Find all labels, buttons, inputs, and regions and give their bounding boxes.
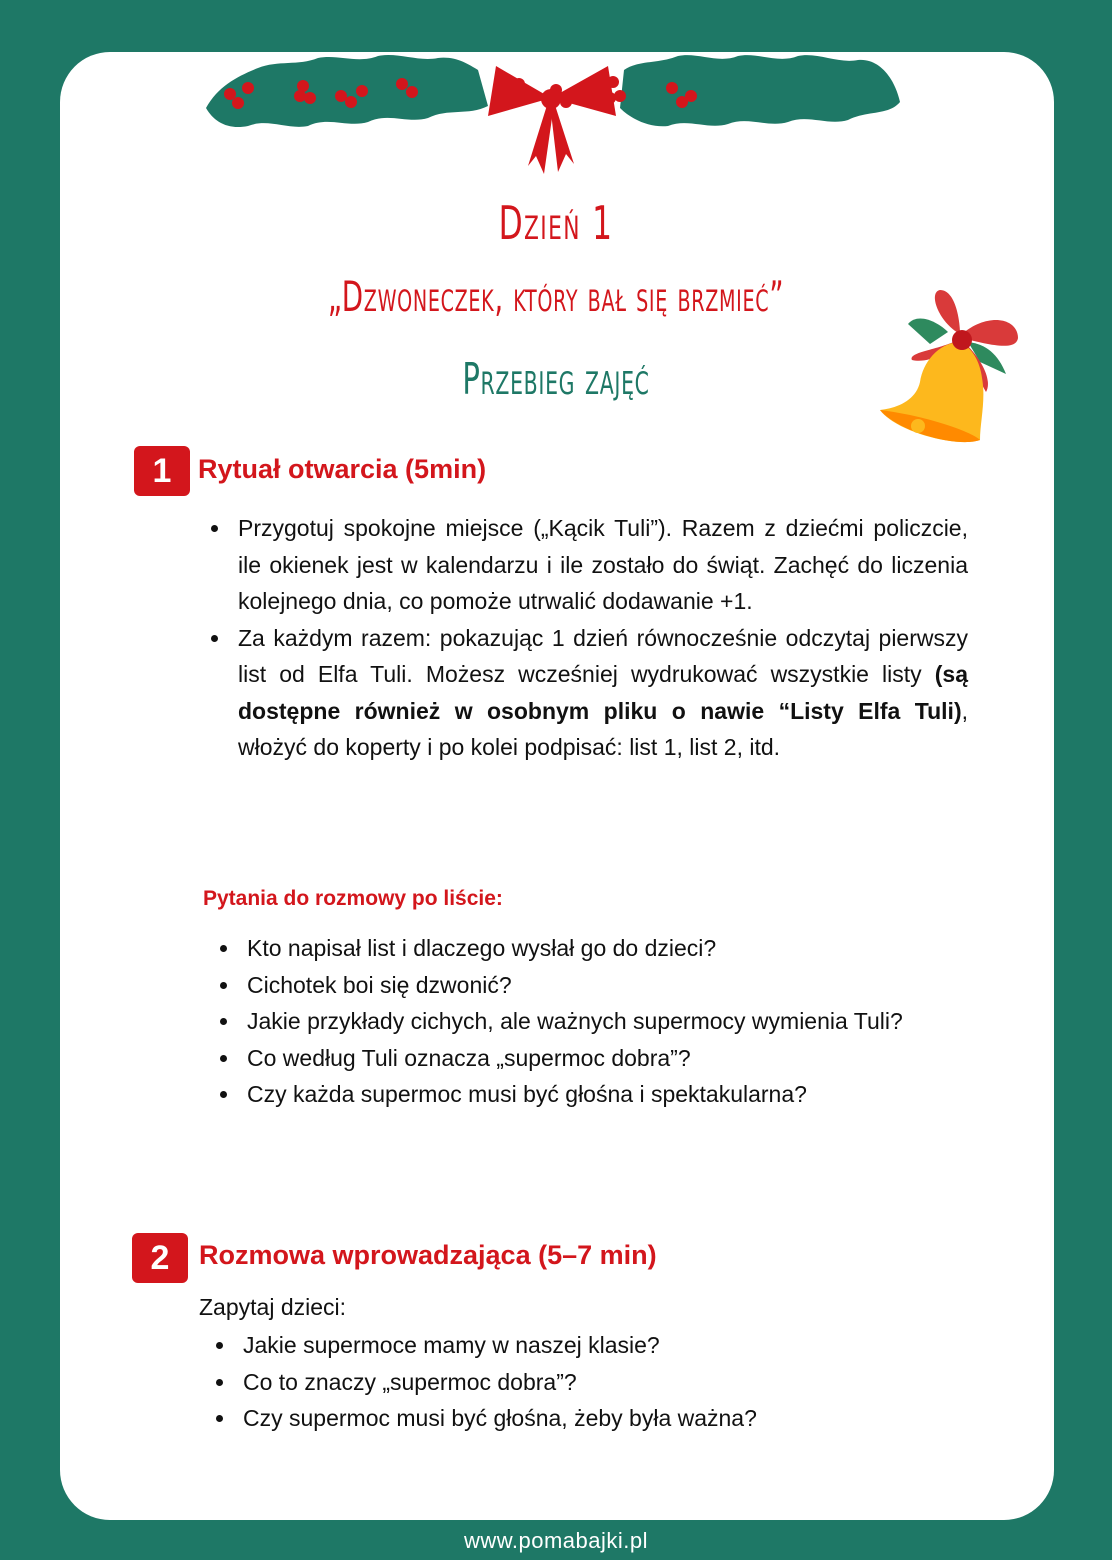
list-item: Kto napisał list i dlaczego wysłał go do dzieci?	[247, 930, 932, 967]
day-title: Dzień 1	[498, 196, 614, 250]
list-item: Za każdym razem: pokazując 1 dzień równocześnie odczytaj pierwszy list od Elfa Tuli. Możesz wcześniej wydrukować wszystkie listy (są dostępne również w osobnym pliku o nawie “Listy Elfa Tuli), włożyć do koperty i po kolei podpisać: list 1, list 2, itd.	[238, 620, 968, 766]
section1-questions	[247, 930, 932, 1113]
section2-questions	[243, 1327, 963, 1437]
subtitle: Przebieg zajęć	[462, 354, 650, 405]
section-number-badge: 2	[132, 1233, 188, 1283]
questions-heading: Pytania do rozmowy po liście:	[203, 887, 503, 910]
list-item: Jakie supermoce mamy w naszej klasie?	[243, 1327, 963, 1364]
list-item: Przygotuj spokojne miejsce („Kącik Tuli”). Razem z dziećmi policzcie, ile okienek jest w kalendarzu i ile zostało do świąt. Zachęć do liczenia kolejnego dnia, co pomoże utrwalić dodawanie +1.	[238, 510, 968, 620]
section-title: Rozmowa wprowadzająca (5–7 min)	[199, 1240, 657, 1270]
bow-icon	[488, 66, 616, 174]
story-title: „Dzwoneczek, który bał się brzmieć”	[327, 272, 785, 321]
bold-note: (są dostępne również w osobnym pliku o nawie “Listy Elfa Tuli)	[238, 661, 968, 724]
list-item: Czy każda supermoc musi być głośna i spektakularna?	[247, 1076, 932, 1113]
list-item: Czy supermoc musi być głośna, żeby była ważna?	[243, 1400, 963, 1437]
section-number-badge: 1	[134, 446, 190, 496]
list-item: Co to znaczy „supermoc dobra”?	[243, 1364, 963, 1401]
list-item: Co według Tuli oznacza „supermoc dobra”?	[247, 1040, 932, 1077]
list-item: Cichotek boi się dzwonić?	[247, 967, 932, 1004]
website-link[interactable]: www.pomabajki.pl	[463, 1528, 649, 1553]
section2-intro: Zapytaj dzieci:	[199, 1294, 347, 1320]
section-title: Rytuał otwarcia (5min)	[198, 454, 487, 484]
section1-bullets	[238, 510, 968, 766]
list-item: Jakie przykłady cichych, ale ważnych supermocy wymienia Tuli?	[247, 1003, 932, 1040]
holly-garland-icon	[198, 46, 904, 176]
